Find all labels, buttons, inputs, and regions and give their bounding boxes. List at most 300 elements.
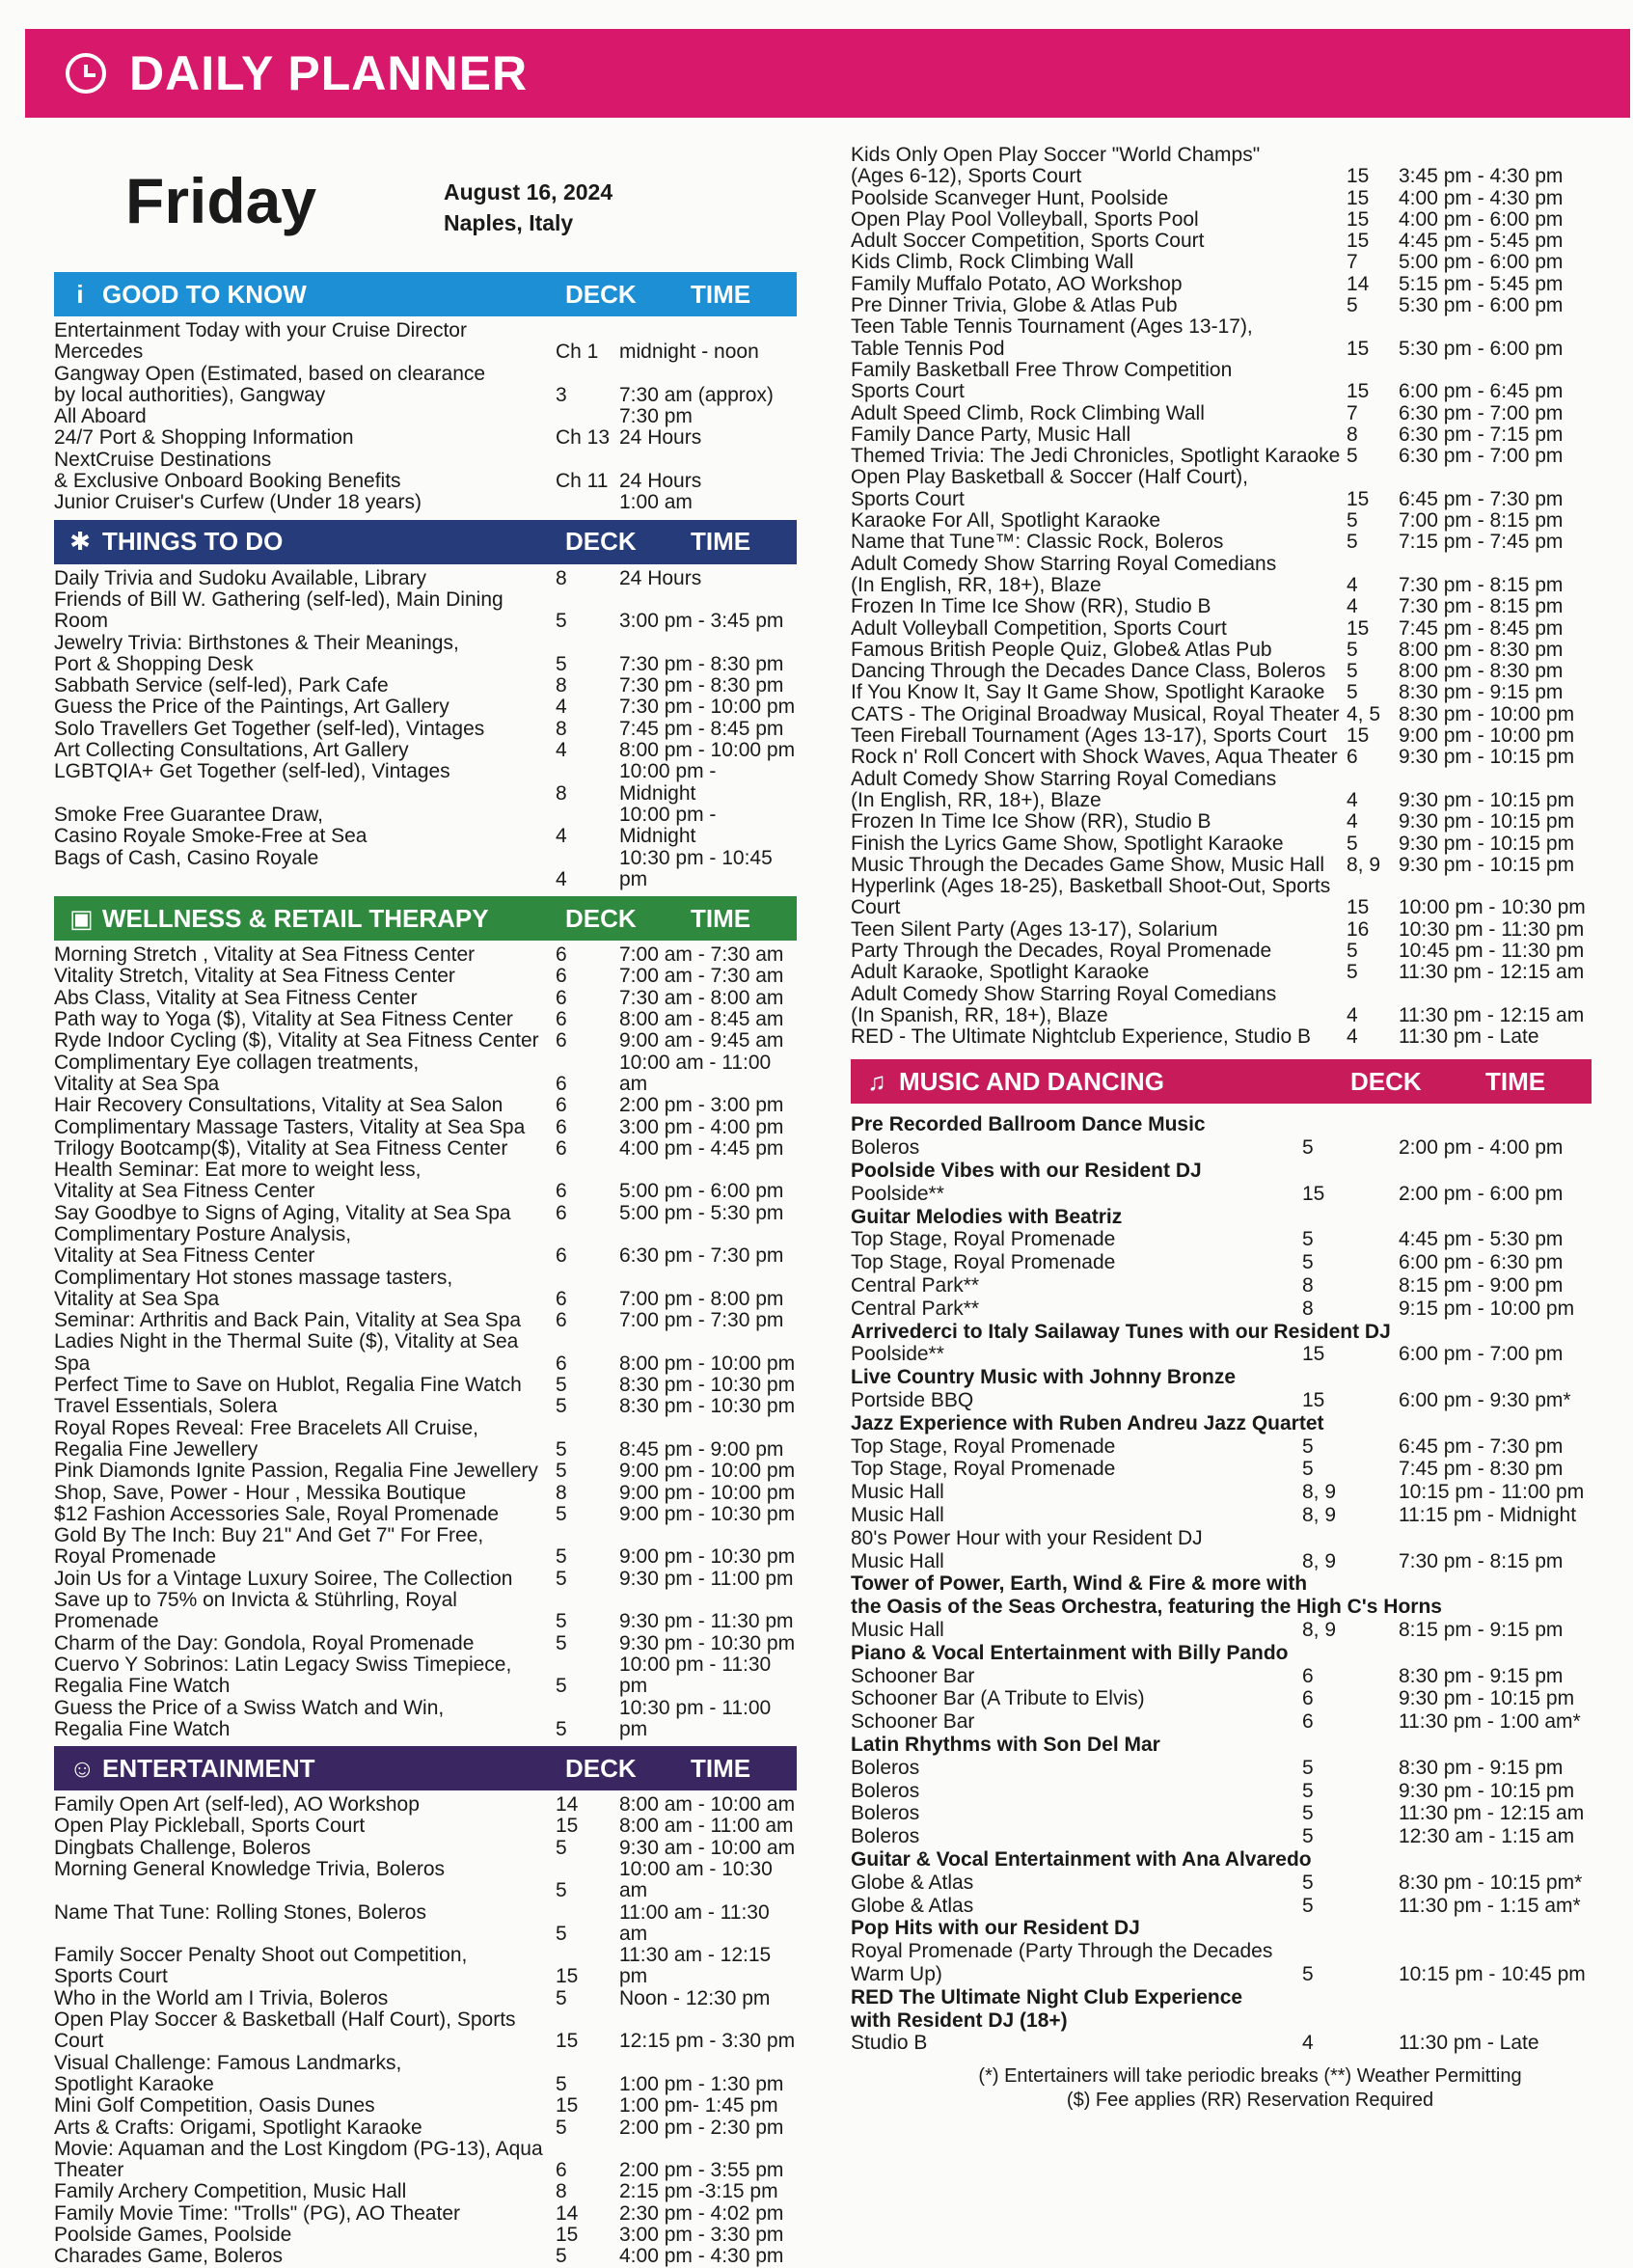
event-time: 1:00 pm- 1:45 pm	[619, 2094, 778, 2118]
list-item	[54, 1461, 797, 1482]
event-time: 9:30 am - 10:00 am	[619, 1836, 796, 1859]
event-name: All Aboard	[54, 405, 147, 428]
list-item	[54, 2203, 797, 2225]
event-time: 4:00 pm - 6:00 pm	[1399, 207, 1564, 231]
event-name: Friends of Bill W. Gathering (self-led), Main Dining Room	[54, 587, 504, 633]
venue-name: Poolside**	[851, 1182, 944, 1205]
list-item	[851, 962, 1592, 983]
deck-number: 6	[556, 2159, 567, 2182]
deck-number: 5	[1347, 681, 1358, 704]
performance-slot	[851, 1251, 1592, 1274]
things-to-do-header: ✱ THINGS TO DO DECK TIME	[54, 520, 797, 564]
event-name: Art Collecting Consultations, Art Gallery	[54, 739, 409, 762]
event-time: 7:45 pm - 8:45 pm	[1399, 616, 1564, 640]
list-item	[851, 618, 1592, 640]
list-item	[54, 848, 797, 891]
deck-number: 6	[556, 1309, 567, 1332]
performance-title: Guitar & Vocal Entertainment with Ana Alvaredo	[851, 1847, 1312, 1871]
venue-name: Top Stage, Royal Promenade	[851, 1458, 1116, 1481]
venue-name: Globe & Atlas	[851, 1871, 974, 1894]
deck-number: 5	[1302, 1756, 1314, 1779]
list-item	[851, 446, 1592, 467]
deck-number: 5	[1302, 1228, 1314, 1251]
performance-time: 11:30 pm - 1:00 am*	[1399, 1710, 1581, 1734]
list-item	[851, 1026, 1592, 1048]
event-name: Royal Ropes Reveal: Free Bracelets All Cruise, Regalia Fine Jewellery	[54, 1416, 479, 1461]
deck-number: 5	[556, 2116, 567, 2139]
list-item	[54, 1052, 797, 1096]
event-name: Frozen In Time Ice Show (RR), Studio B	[851, 810, 1211, 833]
event-time: 24 Hours	[619, 426, 702, 450]
list-item	[851, 747, 1592, 768]
event-time: 4:00 pm - 4:30 pm	[619, 2245, 784, 2268]
event-name: Mini Golf Competition, Oasis Dunes	[54, 2094, 375, 2118]
list-item	[54, 740, 797, 761]
deck-number: 4	[1347, 595, 1358, 618]
deck-number: 5	[1302, 1894, 1314, 1917]
event-time: 8:30 pm - 10:30 pm	[619, 1374, 796, 1397]
event-time: 7:30 pm - 10:00 pm	[619, 696, 796, 719]
info-icon: i	[76, 279, 84, 309]
event-name: Family Soccer Penalty Shoot out Competition, Sports Court	[54, 1944, 468, 1988]
list-item	[54, 1945, 797, 1988]
list-item	[851, 704, 1592, 725]
venue-name: Boleros	[851, 1825, 920, 1848]
event-name: Kids Climb, Rock Climbing Wall	[851, 251, 1134, 274]
event-time: 24 Hours	[619, 566, 702, 589]
venue-name: Schooner Bar	[851, 1710, 975, 1734]
event-time: 7:00 pm - 7:30 pm	[619, 1309, 784, 1332]
event-name: Family Open Art (self-led), AO Workshop	[54, 1793, 420, 1817]
event-time: 4:00 pm - 4:45 pm	[619, 1136, 784, 1160]
deck-number: 4	[556, 696, 567, 719]
deck-number: 15	[556, 1815, 579, 1838]
performance-time: 6:45 pm - 7:30 pm	[1399, 1435, 1564, 1458]
deck-number: 6	[556, 943, 567, 967]
deck-number: 4	[1347, 810, 1358, 833]
venue-name: Royal Promenade (Party Through the Decades Warm Up)	[851, 1940, 1273, 1985]
event-time: 11:30 am - 12:15 pm	[619, 1944, 772, 1988]
venue-name: Globe & Atlas	[851, 1894, 974, 1917]
event-time: 9:00 pm - 10:00 pm	[1399, 724, 1575, 748]
deck-number: 14	[556, 2201, 579, 2225]
event-name: NextCruise Destinations & Exclusive Onboard Booking Benefits	[54, 448, 401, 493]
deck-number: 8	[556, 717, 567, 740]
performance-slot	[851, 1757, 1592, 1780]
list-item	[54, 761, 797, 805]
deck-number: 4	[1347, 1003, 1358, 1026]
venue-name: Boleros	[851, 1136, 920, 1160]
deck-number: 5	[556, 2245, 567, 2268]
list-item	[54, 1418, 797, 1462]
list-item	[851, 833, 1592, 855]
event-name: Guess the Price of a Swiss Watch and Win, Regalia Fine Watch	[54, 1696, 445, 1740]
performance-title: Tower of Power, Earth, Wind & Fire & more with the Oasis of the Seas Orchestra, featuring the High C's Horns	[851, 1572, 1442, 1619]
event-name: Health Seminar: Eat more to weight less, Vitality at Sea Fitness Center	[54, 1159, 422, 1203]
event-time: 8:00 pm - 10:00 pm	[619, 1352, 796, 1375]
deck-number: 6	[556, 1008, 567, 1031]
deck-number: 15	[1347, 896, 1370, 919]
list-item	[851, 316, 1592, 360]
event-time: 8:30 pm - 10:30 pm	[619, 1395, 796, 1418]
event-time: 5:30 pm - 6:00 pm	[1399, 337, 1564, 360]
performance-slot	[851, 1619, 1592, 1642]
performance-slot	[851, 1872, 1592, 1895]
deck-number: 15	[1347, 165, 1370, 188]
event-name: Smoke Free Guarantee Draw, Casino Royale Smoke-Free at Sea	[54, 803, 367, 848]
list-item	[54, 1633, 797, 1654]
deck-number: 3	[556, 383, 567, 406]
event-name: Say Goodbye to Signs of Aging, Vitality at Sea Spa	[54, 1201, 511, 1224]
performance-title: RED The Ultimate Night Club Experience with Resident DJ (18+)	[851, 1985, 1243, 2032]
event-name: Adult Comedy Show Starring Royal Comedians (In English, RR, 18+), Blaze	[851, 552, 1277, 596]
event-time: 9:30 pm - 10:15 pm	[1399, 746, 1575, 769]
event-time: 10:30 pm - 11:30 pm	[1399, 917, 1585, 941]
event-name: Charm of the Day: Gondola, Royal Promenade	[54, 1631, 475, 1654]
venue-name: Studio B	[851, 2032, 928, 2055]
deck-number: 5	[1302, 1871, 1314, 1894]
list-item	[54, 589, 797, 633]
list-item	[54, 1569, 797, 1590]
list-item	[54, 1310, 797, 1331]
deck-number: 15	[1347, 337, 1370, 360]
deck-number: 5	[556, 1395, 567, 1418]
list-item	[54, 364, 797, 407]
performance-time: 6:00 pm - 6:30 pm	[1399, 1251, 1564, 1274]
footnote: (*) Entertainers will take periodic breaks (**) Weather Permitting ($) Fee applies (RR) Reservation Required	[978, 2065, 1522, 2112]
deck-number: 14	[556, 1793, 579, 1817]
event-name: Join Us for a Vintage Luxury Soiree, The Collection	[54, 1567, 513, 1590]
deck-number: 15	[556, 1965, 579, 1988]
deck-number: 15	[1347, 616, 1370, 640]
event-name: Open Play Pickleball, Sports Court	[54, 1815, 366, 1838]
deck-number: 8	[556, 781, 567, 805]
performance-slot	[851, 1458, 1592, 1481]
list-item	[54, 2095, 797, 2117]
deck-number: 6	[556, 1136, 567, 1160]
performance-time: 8:15 pm - 9:15 pm	[1399, 1619, 1564, 1641]
event-name: Teen Silent Party (Ages 13-17), Solarium	[851, 917, 1218, 941]
list-item	[54, 2118, 797, 2139]
deck-number: 6	[556, 1072, 567, 1095]
venue-name: Top Stage, Royal Promenade	[851, 1228, 1116, 1251]
list-item	[54, 1525, 797, 1569]
deck-number: 15	[1347, 186, 1370, 209]
good-to-know-list	[54, 316, 797, 514]
list-item	[851, 360, 1592, 403]
deck-number: Ch 13	[556, 426, 611, 450]
deck-number: 5	[556, 1437, 567, 1461]
list-item	[54, 719, 797, 740]
event-time: 9:00 pm - 10:30 pm	[619, 1545, 796, 1569]
event-time: 9:30 pm - 10:15 pm	[1399, 788, 1575, 811]
deck-number: 6	[1347, 746, 1358, 769]
list-item	[54, 2139, 797, 2182]
event-name: Sabbath Service (self-led), Park Cafe	[54, 674, 389, 697]
event-name: Family Basketball Free Throw Competition Sports Court	[851, 358, 1233, 403]
list-item	[851, 811, 1592, 833]
deck-number: 5	[556, 1922, 567, 1945]
deck-number: 8	[1302, 1274, 1314, 1298]
event-time: 7:00 pm - 8:15 pm	[1399, 509, 1564, 533]
event-name: Complimentary Posture Analysis, Vitality at Sea Fitness Center	[54, 1222, 352, 1268]
event-time: 10:00 am - 10:30 am	[619, 1858, 773, 1902]
list-item	[851, 403, 1592, 424]
deck-number: 8	[556, 674, 567, 697]
list-item	[54, 1794, 797, 1816]
performance-title: Jazz Experience with Ruben Andreu Jazz Quartet	[851, 1411, 1324, 1435]
event-name: Hair Recovery Consultations, Vitality at Sea Salon	[54, 1094, 504, 1117]
list-item	[54, 1331, 797, 1375]
event-time: 11:30 pm - Late	[1399, 1025, 1539, 1049]
event-name: Ladies Night in the Thermal Suite ($), Vitality at Sea Spa	[54, 1330, 519, 1375]
date-text: August 16, 2024	[444, 179, 613, 205]
event-name: Finish the Lyrics Game Show, Spotlight Karaoke	[851, 832, 1284, 855]
list-item	[54, 406, 797, 427]
list-item	[54, 1030, 797, 1052]
event-time: 2:30 pm - 4:02 pm	[619, 2201, 784, 2225]
performance-slot	[851, 1298, 1592, 1321]
deck-number: 6	[556, 1180, 567, 1203]
venue-name: Schooner Bar (A Tribute to Elvis)	[851, 1687, 1145, 1710]
deck-number: 6	[556, 986, 567, 1009]
deck-number: 5	[556, 1879, 567, 1902]
event-time: 6:30 pm - 7:15 pm	[1399, 423, 1564, 446]
performance-slot	[851, 1389, 1592, 1412]
deck-number: 5	[556, 1675, 567, 1698]
deck-number: 5	[1347, 294, 1358, 317]
event-name: Rock n' Roll Concert with Shock Waves, Aqua Theater	[851, 746, 1338, 769]
event-name: Morning Stretch , Vitality at Sea Fitness Center	[54, 943, 476, 967]
list-item	[54, 1117, 797, 1138]
event-time: 10:00 pm - 10:30 pm	[1399, 896, 1586, 919]
event-name: Poolside Games, Poolside	[54, 2224, 292, 2247]
deck-number: 5	[1347, 832, 1358, 855]
performance-title: Arrivederci to Italy Sailaway Tunes with our Resident DJ	[851, 1320, 1391, 1343]
daily-planner-banner	[25, 29, 1630, 118]
list-item	[851, 984, 1592, 1027]
deck-number: 5	[556, 1631, 567, 1654]
list-item	[851, 510, 1592, 532]
performance-slot	[851, 1274, 1592, 1298]
deck-number: 14	[1347, 272, 1370, 295]
event-time: 1:00 am	[619, 491, 693, 514]
deck-number: 6	[556, 1201, 567, 1224]
music-list	[851, 1104, 1592, 2055]
deck-number: 5	[556, 1545, 567, 1569]
performance-time: 4:45 pm - 5:30 pm	[1399, 1228, 1564, 1251]
event-name: Adult Soccer Competition, Sports Court	[851, 230, 1205, 253]
event-name: Who in the World am I Trivia, Boleros	[54, 1986, 389, 2009]
list-item	[54, 988, 797, 1009]
list-item	[54, 2009, 797, 2053]
event-time: 6:45 pm - 7:30 pm	[1399, 487, 1564, 510]
event-name: Abs Class, Vitality at Sea Fitness Center	[54, 986, 418, 1009]
event-time: 6:30 pm - 7:30 pm	[619, 1244, 784, 1268]
event-name: RED - The Ultimate Nightclub Experience, Studio B	[851, 1025, 1311, 1049]
list-item	[54, 320, 797, 364]
event-name: Family Dance Party, Music Hall	[851, 423, 1131, 446]
list-item	[851, 231, 1592, 252]
deck-number: 5	[556, 1567, 567, 1590]
performance-time: 6:00 pm - 9:30 pm*	[1399, 1389, 1571, 1412]
deck-number: 15	[1347, 230, 1370, 253]
list-item	[851, 596, 1592, 617]
event-name: Solo Travellers Get Together (self-led), Vintages	[54, 717, 485, 740]
event-time: 8:00 pm - 8:30 pm	[1399, 638, 1564, 661]
deck-number: 8, 9	[1302, 1549, 1337, 1572]
event-time: 9:00 am - 9:45 am	[619, 1029, 784, 1052]
list-item	[54, 1375, 797, 1396]
event-name: Cuervo Y Sobrinos: Latin Legacy Swiss Timepiece, Regalia Fine Watch	[54, 1653, 512, 1698]
event-name: Adult Speed Climb, Rock Climbing Wall	[851, 401, 1205, 424]
deck-number: 8	[556, 1481, 567, 1504]
event-name: Entertainment Today with your Cruise Director Mercedes	[54, 319, 467, 364]
good-to-know-header: i GOOD TO KNOW DECK TIME	[54, 272, 797, 316]
event-name: Bags of Cash, Casino Royale	[54, 846, 319, 869]
event-name: Family Muffalo Potato, AO Workshop	[851, 272, 1183, 295]
deck-number: 8	[556, 2180, 567, 2203]
event-name: Ryde Indoor Cycling ($), Vitality at Sea Fitness Center	[54, 1029, 539, 1052]
list-item	[54, 1859, 797, 1902]
shopping-bag-icon: ▣	[69, 903, 94, 933]
music-note-icon: ♫	[867, 1066, 886, 1096]
event-name: Jewelry Trivia: Birthstones & Their Meanings, Port & Shopping Desk	[54, 631, 459, 675]
performance-time: 10:15 pm - 10:45 pm	[1399, 1962, 1586, 1985]
event-name: Charades Game, Boleros	[54, 2245, 283, 2268]
performance-time: 6:00 pm - 7:00 pm	[1399, 1343, 1564, 1366]
event-time: 7:30 pm	[619, 405, 693, 428]
deck-number: 5	[1347, 531, 1358, 554]
event-time: 3:45 pm - 4:30 pm	[1399, 165, 1564, 188]
list-item	[54, 1009, 797, 1030]
venue-name: Boleros	[851, 1779, 920, 1802]
event-name: Perfect Time to Save on Hublot, Regalia Fine Watch	[54, 1374, 522, 1397]
deck-number: 5	[556, 1610, 567, 1633]
performance-time: 11:30 pm - 12:15 am	[1399, 1802, 1585, 1825]
event-time: 9:30 pm - 10:15 pm	[1399, 810, 1575, 833]
list-item	[851, 274, 1592, 295]
event-name: Adult Karaoke, Spotlight Karaoke	[851, 961, 1150, 984]
event-time: 6:30 pm - 7:00 pm	[1399, 401, 1564, 424]
date-location	[444, 177, 612, 238]
event-name: Morning General Knowledge Trivia, Boleros	[54, 1858, 446, 1880]
list-item	[851, 424, 1592, 446]
event-name: Open Play Basketball & Soccer (Half Court), Sports Court	[851, 466, 1249, 510]
entertainment-list-right	[851, 141, 1592, 1048]
event-name: Gangway Open (Estimated, based on clearance by local authorities), Gangway	[54, 362, 486, 406]
deck-number: 5	[1302, 1802, 1314, 1825]
deck-number: 5	[1302, 1435, 1314, 1458]
event-time: 11:30 pm - 12:15 am	[1399, 1003, 1585, 1026]
list-item	[54, 2225, 797, 2246]
list-item	[851, 209, 1592, 231]
performance-time: 9:30 pm - 10:15 pm	[1399, 1687, 1575, 1710]
event-time: 11:00 am - 11:30 am	[619, 1900, 770, 1945]
event-time: 7:00 pm - 8:00 pm	[619, 1287, 784, 1310]
event-time: 1:00 pm - 1:30 pm	[619, 2072, 784, 2095]
performance-slot	[851, 1136, 1592, 1160]
performance-slot	[851, 1802, 1592, 1825]
performance-time: 11:15 pm - Midnight	[1399, 1504, 1577, 1527]
deck-number: 4	[1347, 1025, 1358, 1049]
event-name: Daily Trivia and Sudoku Available, Library	[54, 566, 426, 589]
deck-number: 15	[1347, 487, 1370, 510]
performance-slot	[851, 1343, 1592, 1366]
list-item	[851, 252, 1592, 273]
performance-time: 2:00 pm - 4:00 pm	[1399, 1136, 1564, 1160]
deck-number: 5	[556, 1836, 567, 1859]
performance-time: 11:30 pm - Late	[1399, 2032, 1539, 2055]
event-time: 3:00 pm - 4:00 pm	[619, 1115, 784, 1138]
performance-title: Piano & Vocal Entertainment with Billy Pando	[851, 1641, 1289, 1664]
venue-name: Central Park**	[851, 1297, 980, 1320]
list-item	[54, 944, 797, 966]
event-time: 8:45 pm - 9:00 pm	[619, 1437, 784, 1461]
performance-slot	[851, 1780, 1592, 1803]
event-time: 5:15 pm - 5:45 pm	[1399, 272, 1564, 295]
event-time: 9:30 pm - 10:15 pm	[1399, 832, 1575, 855]
event-time: 10:00 pm - Midnight	[619, 803, 717, 848]
list-item	[54, 1590, 797, 1633]
deck-number: 5	[556, 652, 567, 675]
event-name: Movie: Aquaman and the Lost Kingdom (PG-13), Aqua Theater	[54, 2137, 543, 2182]
deck-number: Ch 11	[556, 470, 609, 493]
event-time: 11:30 pm - 12:15 am	[1399, 961, 1585, 984]
list-item	[54, 2181, 797, 2202]
day-heading: Friday	[125, 165, 317, 236]
event-time: 7:30 pm - 8:30 pm	[619, 674, 784, 697]
entertainment-list-left	[54, 1790, 797, 2268]
event-name: Hyperlink (Ages 18-25), Basketball Shoot-Out, Sports Court	[851, 875, 1331, 919]
event-time: 7:30 am - 8:00 am	[619, 986, 784, 1009]
list-item	[851, 941, 1592, 962]
event-time: 9:30 pm - 11:00 pm	[619, 1567, 794, 1590]
performance-slot	[851, 1435, 1592, 1459]
event-name: Kids Only Open Play Soccer "World Champs" (Ages 6-12), Sports Court	[851, 144, 1261, 188]
deck-number: 5	[1302, 1779, 1314, 1802]
performance-title: Latin Rhythms with Son Del Mar	[851, 1733, 1160, 1756]
event-time: 2:00 pm - 3:55 pm	[619, 2159, 784, 2182]
event-name: Teen Table Tennis Tournament (Ages 13-17), Table Tennis Pod	[851, 315, 1253, 360]
event-time: 3:00 pm - 3:45 pm	[619, 610, 784, 633]
event-name: Vitality Stretch, Vitality at Sea Fitness Center	[54, 965, 455, 988]
venue-name: Poolside**	[851, 1343, 944, 1366]
performance-time: 2:00 pm - 6:00 pm	[1399, 1182, 1564, 1205]
deck-number: 6	[556, 1094, 567, 1117]
event-name: LGBTQIA+ Get Together (self-led), Vintages	[54, 760, 450, 783]
list-item	[54, 1816, 797, 1837]
event-name: Open Play Soccer & Basketball (Half Court), Sports Court	[54, 2008, 516, 2053]
theater-mask-icon: ☺	[69, 1753, 95, 1783]
performance-slot	[851, 2032, 1592, 2055]
list-item	[851, 145, 1592, 188]
event-time: 2:15 pm -3:15 pm	[619, 2180, 778, 2203]
event-time: 7:00 am - 7:30 am	[619, 943, 784, 967]
list-item	[54, 450, 797, 493]
event-name: Adult Volleyball Competition, Sports Court	[851, 616, 1227, 640]
performance-slot	[851, 1687, 1592, 1710]
performance-slot	[851, 1895, 1592, 1918]
performance-slot	[851, 1504, 1592, 1527]
event-time: 10:45 pm - 11:30 pm	[1399, 939, 1585, 962]
list-item	[851, 876, 1592, 919]
event-name: Visual Challenge: Famous Landmarks, Spotlight Karaoke	[54, 2051, 402, 2095]
list-item	[851, 855, 1592, 876]
event-time: 4:00 pm - 4:30 pm	[1399, 186, 1564, 209]
event-time: 10:30 pm - 11:00 pm	[619, 1696, 772, 1740]
performance-time: 7:45 pm - 8:30 pm	[1399, 1458, 1564, 1481]
